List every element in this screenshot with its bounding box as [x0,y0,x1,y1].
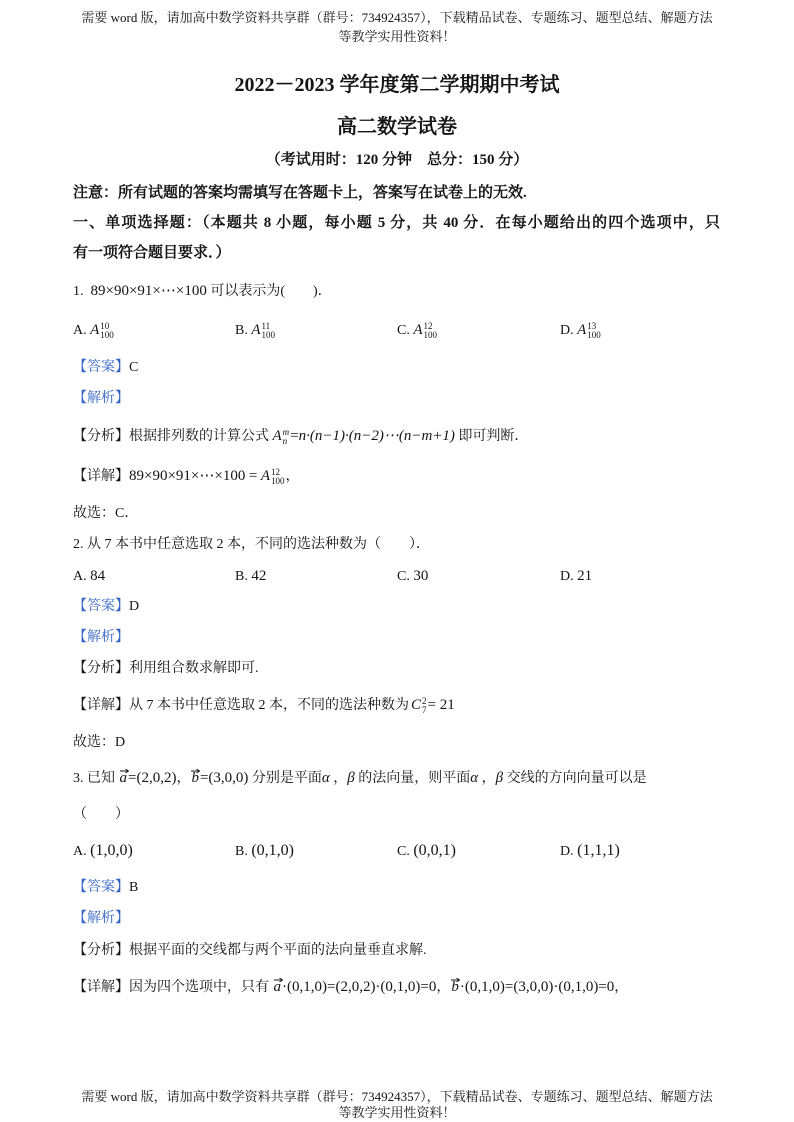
subscript: 100 [270,475,285,486]
option-a [73,566,105,587]
plane-alpha: α [321,770,330,786]
perm-scripts [283,428,290,446]
question-2-conclusion: 故选：D [73,735,126,750]
option-scripts [587,322,601,340]
option-label: D. [560,844,574,859]
vector-letter: a [119,770,127,786]
superscript: 12 [270,466,280,477]
question-3-stem-line-2: （ ） [73,807,129,822]
answer-tag: 【答案】 [73,360,129,375]
subscript: 100 [587,329,601,340]
equals-sign: = [248,468,258,484]
section-heading-line-1: 一、单项选择题：（本题共 8 小题，每小题 5 分，共 40 分．在每小题给出的四个选项中，只 [73,215,720,231]
perm-symbol: A [260,468,270,484]
exam-subtitle: 高二数学试卷 [337,116,457,138]
option-d [560,841,620,862]
option-c [397,320,438,341]
option-label: D. [560,569,574,584]
plane-alpha: α [470,770,479,786]
question-text: 的法向量，则平面 [358,771,471,786]
option-label: D. [560,323,574,338]
punctuation: ， [333,771,348,786]
fenxi-tag: 【分析】 [73,661,129,676]
option-label: B. [235,323,248,338]
question-1-conclusion: 故选：C． [73,506,139,521]
option-label: C. [397,323,410,338]
question-2-xiangjie [73,695,455,716]
answer-value: B [129,880,139,895]
vector-a [273,977,283,997]
vector-letter: b [191,770,199,786]
question-2-fenxi [73,659,259,679]
question-text: 已知 [87,771,115,786]
option-value: 84 [90,568,106,584]
option-value: 42 [251,568,267,584]
question-3-answer [73,878,138,898]
footer-notice-line-2: 等教学实用性资料！ [338,1105,456,1120]
vector-arrow-icon [191,768,200,774]
punctuation: ， [481,771,496,786]
question-2-jiexi-tag: 【解析】 [73,630,129,645]
fenxi-text: 利用组合数求解即可. [129,661,259,676]
exam-info: （考试用时：120 分钟 总分：150 分） [265,152,529,168]
question-text: 可以表示为( )． [210,284,332,299]
punctuation: ， [285,469,300,484]
vector-b [450,977,460,997]
header-notice-line-1: 需要 word 版，请加高中数学资料共享群（群号：734924357），下载精品试卷、专题练习、题型总结、解题方法 [81,10,713,25]
subscript: n [282,435,288,446]
punctuation: ， [614,980,629,995]
comb-scripts [422,697,427,715]
option-scripts [424,322,438,340]
plane-beta: β [495,770,504,786]
superscript: m [282,426,290,437]
fenxi-text-end: 即可判断． [458,429,529,444]
vector-value: =(3,0,0) [199,770,249,786]
vector-arrow-icon [451,977,460,983]
comb-result: = 21 [427,697,455,713]
option-symbol: A [251,322,261,338]
xiangjie-text: 从 7 本书中任意选取 2 本，不同的选法种数为 [129,698,409,713]
superscript: 10 [100,320,110,331]
question-number: 2. [73,537,84,552]
answer-tag: 【答案】 [73,599,129,614]
comb-symbol: C [411,697,422,713]
vector-letter: a [273,979,281,995]
product-expression: 89×90×91×⋯×100 [90,283,207,299]
fenxi-text: 根据平面的交线都与两个平面的法向量垂直求解. [129,943,427,958]
question-text: 交线的方向向量可以是 [506,771,647,786]
option-b [235,320,276,341]
option-a [73,320,115,341]
question-1-answer [73,358,138,378]
question-number: 3. [73,771,84,786]
question-text: 从 7 本书中任意选取 2 本，不同的选法种数为（ ）． [87,537,430,552]
question-2-answer [73,597,139,617]
punctuation: ， [176,771,191,786]
vector-value: =(2,0,2) [128,770,177,786]
product-expression: 89×90×91×⋯×100 [129,468,246,484]
answer-value: D [129,599,140,614]
question-1-fenxi [73,426,528,447]
equals-sign: = [290,428,299,444]
superscript: 12 [423,320,433,331]
xiangjie-text: 因为四个选项中，只有 [129,980,269,995]
vector-a [119,768,129,788]
option-label: C. [397,569,410,584]
question-1-jiexi-tag: 【解析】 [73,391,129,406]
question-1-stem [73,281,332,302]
perm-symbol: A [272,428,282,444]
superscript: 2 [422,695,427,706]
subscript: 100 [261,329,276,340]
option-symbol: A [90,322,100,338]
option-d [560,320,602,341]
option-value: (0,1,0) [251,842,294,859]
perm-formula: n·(n−1)·(n−2)⋯(n−m+1) [298,428,455,444]
question-3-stem-line-1 [73,768,647,789]
option-b [235,566,266,587]
option-scripts [100,322,114,340]
option-a [73,841,133,862]
answer-value: C [129,360,139,375]
option-value: (1,0,0) [90,842,133,859]
option-symbol: A [577,322,587,338]
fenxi-tag: 【分析】 [73,429,129,444]
punctuation: ， [436,980,451,995]
subscript: 7 [422,704,427,715]
plane-beta: β [347,770,355,786]
footer-notice-line-1: 需要 word 版，请加高中数学资料共享群（群号：734924357），下载精品试卷、专题练习、题型总结、解题方法 [81,1089,713,1104]
subscript: 100 [423,329,438,340]
option-label: A. [73,569,87,584]
option-value: (1,1,1) [577,842,620,859]
option-c [397,566,428,587]
option-scripts [262,322,276,340]
question-1-xiangjie [73,466,299,487]
fenxi-text: 根据排列数的计算公式 [129,429,269,444]
superscript: 13 [587,320,597,331]
dot-product-expression: ·(0,1,0)=(2,0,2)·(0,1,0)=0 [282,979,437,995]
option-label: A. [73,844,87,859]
vector-arrow-icon [274,977,283,983]
notice: 注意：所有试题的答案均需填写在答题卡上，答案写在试卷上的无效. [73,185,527,201]
question-number: 1. [73,284,84,299]
option-label: B. [235,569,248,584]
xiangjie-tag: 【详解】 [73,469,129,484]
subscript: 100 [100,329,114,340]
vector-arrow-icon [120,768,129,774]
option-label: B. [235,844,248,859]
question-text: 分别是平面 [251,771,322,786]
xiangjie-tag: 【详解】 [73,698,129,713]
option-b [235,841,294,862]
option-symbol: A [413,322,423,338]
question-3-jiexi-tag: 【解析】 [73,911,129,926]
section-heading-line-2: 有一项符合题目要求．） [73,245,231,261]
answer-tag: 【答案】 [73,880,129,895]
xiangjie-tag: 【详解】 [73,980,129,995]
option-d [560,566,592,587]
dot-product-expression: ·(0,1,0)=(3,0,0)·(0,1,0)=0 [459,979,615,995]
header-notice-line-2: 等教学实用性资料！ [338,29,456,44]
option-c [397,841,456,862]
vector-b [190,768,200,788]
question-3-xiangjie [73,977,628,998]
exam-title: 2022－2023 学年度第二学期期中考试 [234,74,560,96]
superscript: 11 [261,320,271,331]
question-2-stem [73,535,430,555]
question-3-fenxi [73,941,427,961]
option-value: 21 [577,568,593,584]
perm-scripts [271,468,285,486]
option-label: A. [73,323,87,338]
option-label: C. [397,844,410,859]
vector-letter: b [451,979,459,995]
option-value: (0,0,1) [413,842,456,859]
fenxi-tag: 【分析】 [73,943,129,958]
option-value: 30 [413,568,429,584]
